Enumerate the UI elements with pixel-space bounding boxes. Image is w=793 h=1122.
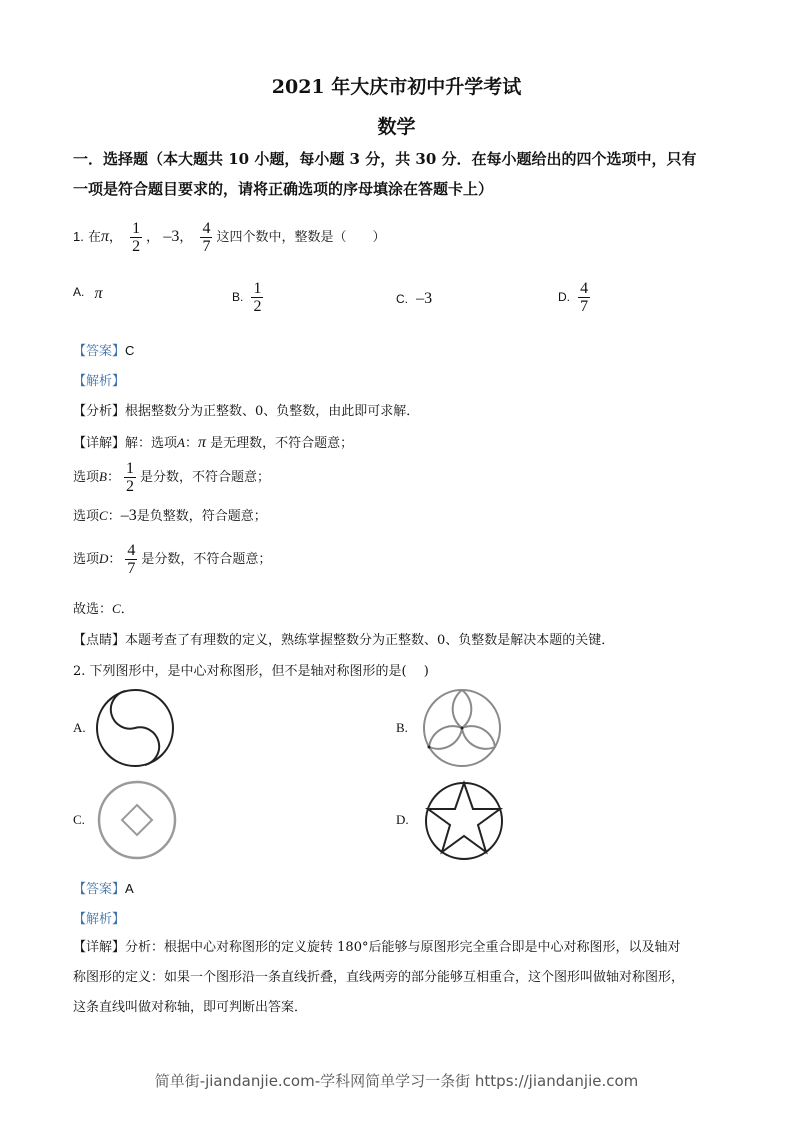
q1-stem — [73, 220, 386, 255]
detail-letter: C — [99, 508, 108, 523]
fenxi-label: 【分析】 — [73, 404, 126, 419]
q1-dianjing — [73, 629, 614, 648]
three-arc-figure[interactable] — [420, 686, 504, 770]
den: 2 — [132, 238, 141, 255]
answer-value: C — [125, 343, 135, 358]
q1-option-a[interactable] — [73, 285, 103, 303]
num: 4 — [202, 220, 211, 237]
option-letter: C. — [396, 292, 408, 306]
option-value: –3 — [416, 290, 433, 307]
answer-label: 【答案】 — [73, 881, 126, 896]
q2-analysis-label — [73, 908, 125, 927]
detail-text: 是无理数，不符合题意； — [210, 436, 354, 451]
answer-value: A — [125, 881, 134, 896]
q1-pi: π — [101, 228, 110, 245]
conclusion-letter: C — [112, 601, 121, 616]
analysis-label: 【解析】 — [73, 373, 126, 388]
detail-label: 【详解】 — [73, 436, 126, 451]
q2-stem: 2. 下列图形中，是中心对称图形，但不是轴对称图形的是( ) — [73, 664, 429, 679]
den: 2 — [125, 478, 134, 495]
q1-detail-a — [73, 432, 353, 452]
q1-neg3: –3 — [163, 228, 180, 245]
colon: ： — [184, 436, 198, 451]
q1-suffix: 这四个数中，整数是（ ） — [216, 230, 386, 245]
q1-option-c[interactable] — [396, 290, 432, 308]
option-fraction — [578, 280, 590, 315]
option-letter: B. — [232, 290, 244, 304]
q1-sep: ， — [179, 230, 193, 245]
answer-label: 【答案】 — [73, 343, 126, 358]
q1-option-d[interactable] — [558, 280, 594, 315]
detail-prefix: 解：选项 — [125, 436, 178, 451]
num: 1 — [132, 220, 141, 237]
fenxi-text: 根据整数分为正整数、0、负整数，由此即可求解． — [125, 404, 420, 419]
dianjing-text: 本题考查了有理数的定义，熟练掌握整数分为正整数、0、负整数是解决本题的关键． — [125, 633, 615, 648]
exam-subject: 数学 — [377, 116, 416, 138]
conclusion-prefix: 故选： — [73, 602, 113, 617]
q1-fenxi — [73, 400, 419, 419]
q1-answer — [73, 340, 134, 359]
footer-watermark: 简单街-jiandanjie.com-学科网简单学习一条街 https://jiandanjie.com — [154, 1072, 639, 1090]
colon: ： — [108, 552, 122, 567]
dianjing-label: 【点睛】 — [73, 633, 126, 648]
q2-option-d-label[interactable]: D. — [396, 812, 409, 827]
q1-number: 1. — [73, 229, 84, 244]
num: 1 — [253, 280, 262, 297]
q2-option-c-label[interactable]: C. — [73, 812, 85, 827]
option-letter: A. — [73, 285, 85, 299]
detail-pi: π — [198, 434, 207, 451]
q1-analysis-label — [73, 370, 125, 389]
detail-letter: D — [99, 551, 109, 566]
q1-detail-c — [73, 505, 267, 525]
q1-option-b[interactable] — [232, 280, 267, 315]
section-heading-line2: 一项是符合题目要求的，请将正确选项的序母填涂在答题卡上） — [73, 180, 494, 198]
q2-detail — [73, 933, 733, 1023]
den: 7 — [580, 298, 589, 315]
q1-sep: ， — [146, 230, 160, 245]
colon: ： — [107, 509, 121, 524]
q1-prefix: 在 — [87, 230, 101, 245]
detail-prefix: 选项 — [73, 470, 100, 485]
detail-value: –3 — [120, 507, 137, 524]
conclusion-end: ． — [120, 602, 134, 617]
detail-letter: B — [99, 469, 107, 484]
q1-detail-d — [73, 542, 271, 577]
q1-detail-b — [73, 460, 270, 495]
q1-sep: ， — [109, 230, 123, 245]
q2-detail-line1 — [73, 933, 733, 963]
q2-detail-line2: 称图形的定义：如果一个图形沿一条直线折叠，直线两旁的部分能够互相重合，这个图形叫做轴对称图形， — [73, 970, 685, 985]
den: 7 — [127, 560, 136, 577]
den: 7 — [202, 238, 211, 255]
den: 2 — [253, 298, 262, 315]
detail-fraction — [124, 460, 136, 495]
q1-conclusion — [73, 598, 134, 617]
detail-label: 【详解】 — [73, 940, 126, 955]
detail-text: 分析：根据中心对称图形的定义旋转 180°后能够与原图形完全重合即是中心对称图形，以及轴对 — [125, 940, 681, 955]
coin-figure[interactable] — [95, 778, 179, 862]
detail-text: 是分数，不符合题意； — [141, 552, 272, 567]
colon: ： — [106, 470, 120, 485]
analysis-label: 【解析】 — [73, 911, 126, 926]
q2-answer — [73, 878, 134, 897]
num: 4 — [580, 280, 589, 297]
detail-text: 是分数，不符合题意； — [139, 470, 270, 485]
exam-title: 2021 年大庆市初中升学考试 — [271, 76, 522, 98]
yin-yang-figure[interactable] — [93, 686, 177, 770]
num: 4 — [127, 542, 136, 559]
q1-fraction-1 — [130, 220, 142, 255]
detail-prefix: 选项 — [73, 552, 100, 567]
q2-detail-line3: 这条直线叫做对称轴，即可判断出答案． — [73, 1000, 308, 1015]
option-value: π — [94, 285, 103, 302]
section-heading — [73, 144, 733, 204]
q2-option-b-label[interactable]: B. — [396, 720, 408, 735]
detail-prefix: 选项 — [73, 509, 100, 524]
num: 1 — [125, 460, 134, 477]
detail-letter: A — [177, 435, 185, 450]
section-heading-line1: 一．选择题（本大题共 10 小题，每小题 3 分，共 30 分．在每小题给出的四个选项中，只有 — [73, 150, 697, 168]
option-fraction — [251, 280, 263, 315]
q2-option-a-label[interactable]: A. — [73, 720, 86, 735]
detail-text: 是负整数，符合题意； — [136, 509, 267, 524]
q1-fraction-2 — [200, 220, 212, 255]
option-letter: D. — [558, 290, 570, 304]
star-in-circle-figure[interactable] — [423, 780, 505, 862]
detail-fraction — [125, 542, 137, 577]
